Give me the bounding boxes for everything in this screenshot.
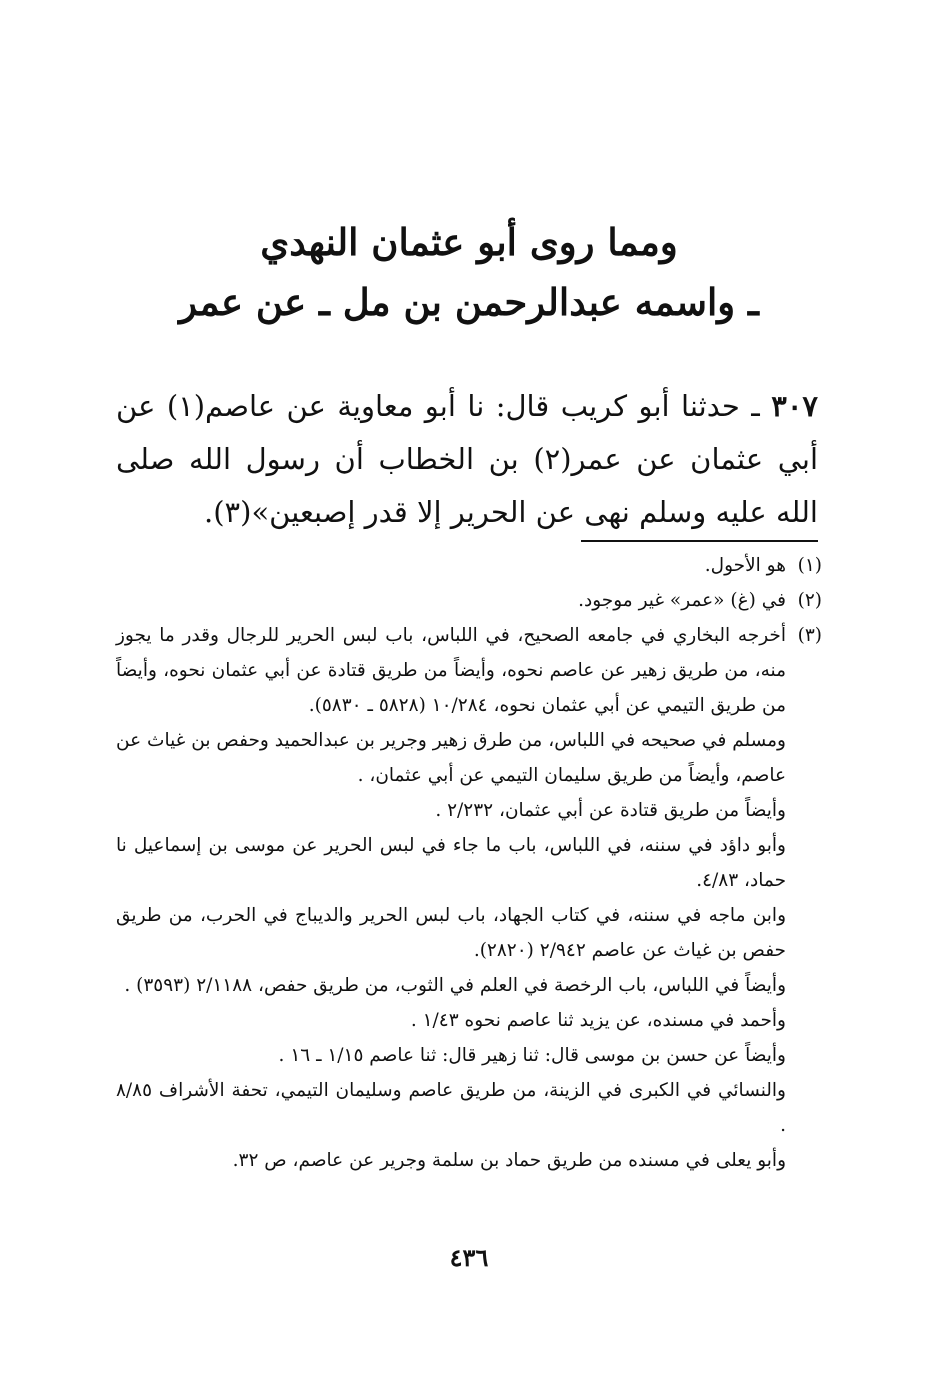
footnote-text: وأبو يعلى في مسنده من طريق حماد بن سلمة وجرير عن عاصم، ص ٣٢. [232, 1150, 786, 1171]
footnote-3-part [116, 723, 822, 793]
footnote-1 [116, 548, 822, 583]
footnote-separator [581, 540, 818, 542]
footnote-text: في (غ) «عمر» غير موجود. [578, 590, 786, 611]
footnote-text: وابن ماجه في سننه، في كتاب الجهاد، باب لبس الحرير والديباج في الحرب، من طريق حفص بن غياث عن عاصم ٢/٩٤٢ (٢٨٢٠). [116, 905, 786, 961]
hadith-paragraph [116, 380, 818, 539]
chapter-heading-line-1: ومما روى أبو عثمان النهدي [260, 220, 678, 264]
footnote-3-part [116, 968, 822, 1003]
hadith-number: ٣٠٧ [771, 389, 818, 423]
footnotes [116, 548, 822, 1178]
footnote-text: ومسلم في صحيحه في اللباس، من طرق زهير وجرير بن عبدالحميد وحفص بن غياث عن عاصم، وأيضاً من طريق سليمان التيمي عن أبي عثمان، . [116, 730, 786, 786]
chapter-heading-line-2: ـ واسمه عبدالرحمن بن مل ـ عن عمر [179, 280, 759, 324]
footnote-3-part [116, 1143, 822, 1178]
footnote-3-part [116, 1038, 822, 1073]
footnote-3-part [116, 828, 822, 898]
footnote-3-part [116, 1073, 822, 1143]
footnote-text: والنسائي في الكبرى في الزينة، من طريق عاصم وسليمان التيمي، تحفة الأشراف ٨/٨٥ . [116, 1080, 786, 1136]
footnote-number: (٢) [797, 590, 822, 611]
footnote-text: وأيضاً في اللباس، باب الرخصة في العلم في الثوب، من طريق حفص، ٢/١١٨٨ (٣٥٩٣) . [124, 975, 786, 996]
footnote-3-part [116, 1003, 822, 1038]
page-number: ٤٣٦ [449, 1243, 489, 1272]
footnote-text: وأيضاً من طريق قتادة عن أبي عثمان، ٢/٢٣٢ . [435, 800, 786, 821]
hadith-text: ـ حدثنا أبو كريب قال: نا أبو معاوية عن عاصم(١) عن أبي عثمان عن عمر(٢) بن الخطاب أن رسول الله صلى الله عليه وسلم نهى عن الحرير إلا قدر إصبعين»(٣). [116, 389, 818, 529]
footnote-3-part [116, 793, 822, 828]
footnote-3 [116, 618, 822, 723]
footnote-2 [116, 583, 822, 618]
footnote-3-part [116, 898, 822, 968]
footnote-text: أخرجه البخاري في جامعه الصحيح، في اللباس، باب لبس الحرير للرجال وقدر ما يجوز منه، من طريق زهير عن عاصم نحوه، وأيضاً من طريق قتادة عن أبي عثمان نحوه، وأيضاً من طريق التيمي عن أبي عثمان نحوه، ١٠/٢٨٤ (٥٨٢٨ ـ ٥٨٣٠). [116, 625, 786, 716]
footnote-text: وأيضاً عن حسن بن موسى قال: ثنا زهير قال: ثنا عاصم ١/١٥ ـ ١٦ . [278, 1045, 786, 1066]
footnote-number: (١) [797, 555, 822, 576]
footnote-text: هو الأحول. [704, 555, 786, 576]
footnote-number: (٣) [797, 625, 822, 646]
footnote-text: وأبو داؤد في سننه، في اللباس، باب ما جاء في لبس الحرير عن موسى بن إسماعيل نا حماد، ٤/٨٣. [116, 835, 786, 891]
footnote-text: وأحمد في مسنده، عن يزيد ثنا عاصم نحوه ١/٤٣ . [410, 1010, 786, 1031]
